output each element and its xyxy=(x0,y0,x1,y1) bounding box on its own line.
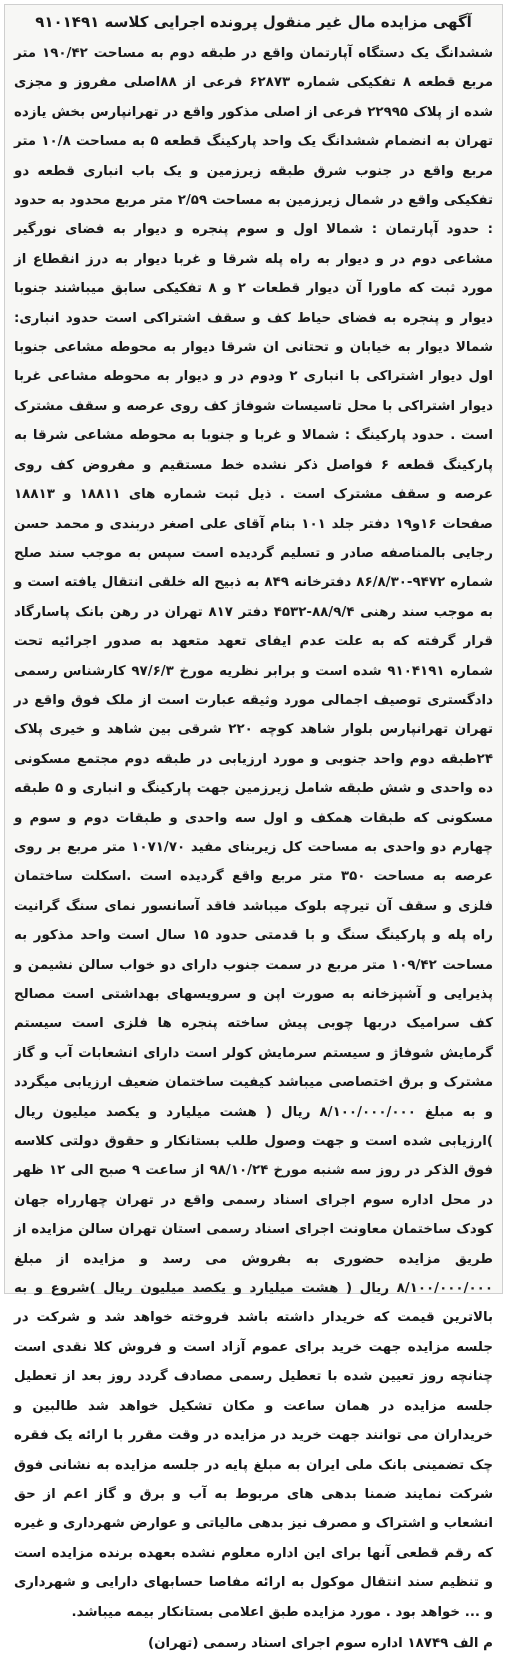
auction-notice xyxy=(4,4,503,1651)
notice-body: ششدانگ یک دستگاه آپارتمان واقع در طبقه دوم به مساحت ۱۹۰/۴۲ متر مربع قطعه ۸ تفکیکی شماره ۶۲۸۷۳ فرعی از ۸۸اصلی مفروز و مجزی شده از پلاک ۲۲۹۹۵ فرعی از اصلی مذکور واقع در تهرانپارس بخش یازده تهران به انضمام ششدانگ یک واحد پارکینگ قطعه ۵ به مساحت ۱۰/۸ متر مربع واقع در جنوب شرق طبقه زیرزمین و یک باب انباری قطعه دو تفکیکی واقع در شمال زیرزمین به مساحت ۲/۵۹ متر مربع محدود به حدود : حدود آپارتمان : شمالا اول و سوم پنجره و دیوار به فضای نورگیر مشاعی دوم در و دیوار به راه پله شرقا و غربا دیوار به درز انقطاع از مورد ثبت که ماورا آن دیوار قطعات ۲ و ۸ تفکیکی سابق میباشند جنوبا دیوار و پنجره به فضای حیاط کف و سقف اشتراکی است حدود انباری: شمالا دیوار به خیابان و تحتانی ان شرقا دیوار به محوطه مشاعی جنوبا اول دیوار اشتراکی با انباری ۲ ودوم در و دیوار به محوطه مشاعی غربا دیوار اشتراکی با محل تاسیسات شوفاژ کف روی عرصه و سقف مشترک است . حدود پارکینگ : شمالا و غربا و جنوبا به محوطه مشاعی شرقا به پارکینگ قطعه ۶ فواصل ذکر نشده خط مستقیم و مفروض کف روی عرصه و سقف مشترک است . ذیل ثبت شماره های ۱۸۸۱۱ و ۱۸۸۱۳ صفحات ۱۶و۱۹ دفتر جلد ۱۰۱ بنام آقای علی اصغر دربندی و محمد حسن رجایی بالمناصفه صادر و تسلیم گردیده است سپس به موجب سند صلح شماره ۹۴۷۲-۸۶/۸/۳۰ دفترخانه ۸۴۹ به ذبیح اله خلقی انتقال یافته است و به موجب سند رهنی ۸۸/۹/۴-۴۵۳۲ دفتر ۸۱۷ تهران در رهن بانک پاسارگاد قرار گرفته که به علت عدم ایفای تعهد متعهد به صدور اجرائیه تحت شماره ۹۱۰۴۱۹۱ شده است و برابر نظریه مورخ ۹۷/۶/۳ کارشناس رسمی دادگستری توصیف اجمالی مورد وثیقه عبارت است از ملک فوق واقع در تهران تهرانپارس بلوار شاهد کوچه ۲۲۰ شرقی بین شاهد و خیری پلاک ۲۴طبقه دوم واحد جنوبی و مورد ارزیابی در طبقه دوم مجتمع مسکونی ده واحدی و شش طبقه شامل زیرزمین جهت پارکینگ و انباری و ۵ طبقه مسکونی که طبقات همکف و اول سه واحدی و طبقات دوم و سوم و چهارم دو واحدی به مساحت کل زیربنای مفید ۱۰۷۱/۷۰ متر مربع بر روی عرصه به مساحت ۳۵۰ متر مربع واقع گردیده است .اسکلت ساختمان فلزی و سقف آن تیرچه بلوک میباشد فاقد آسانسور نمای سنگ گرانیت راه پله و پارکینگ سنگ و با قدمتی حدود ۱۵ سال است واحد مذکور به مساحت ۱۰۹/۴۲ متر مربع در سمت جنوب دارای دو خواب سالن نشیمن و پذیرایی و آشپزخانه به صورت اپن و سرویسهای بهداشتی است مصالح کف سرامیک دربها چوبی پیش ساخته پنجره ها فلزی است سیستم گرمایش شوفاژ و سیستم سرمایش کولر است دارای انشعابات آب و گاز مشترک و برق اختصاصی میباشد کیفیت ساختمان ضعیف ارزیابی میگردد و به مبلغ ۸/۱۰۰/۰۰۰/۰۰۰ ریال ( هشت میلیارد و یکصد میلیون ریال )ارزیابی شده است و جهت وصول طلب بستانکار و حقوق دولتی کلاسه فوق الذکر در روز سه شنبه مورخ ۹۸/۱۰/۲۴ از ساعت ۹ صبح الی ۱۲ ظهر در محل اداره سوم اجرای اسناد رسمی واقع در تهران چهارراه جهان کودک ساختمان معاونت اجرای اسناد رسمی استان تهران سالن مزایده از طریق مزایده حضوری به بفروش می رسد و مزایده از مبلغ ۸/۱۰۰/۰۰۰/۰۰۰ ریال ( هشت میلیارد و یکصد میلیون ریال )شروع و به بالاترین قیمت که خریدار داشته باشد فروخته خواهد شد و شرکت در جلسه مزایده جهت خرید برای عموم آزاد است و فروش کلا نقدی است چنانچه روز تعیین شده با تعطیل رسمی مصادف گردد روز بعد از تعطیل جلسه مزایده در همان ساعت و مکان تشکیل خواهد شد طالبین و خریداران می توانند جهت خرید در مزایده در وقت مقرر با ارائه یک فقره چک تضمینی بانک ملی ایران به مبلغ پایه در جلسه مزایده به نشانی فوق شرکت نمایند ضمنا بدهی های مربوط به آب و برق و گاز اعم از حق انشعاب و اشتراک و مصرف نیز بدهی مالیاتی و عوارض شهرداری و غیره که رقم قطعی آنها برای این اداره معلوم نشده بعهده برنده مزایده است و تنظیم سند انتقال موکول به ارائه مفاصا حسابهای دارایی و شهرداری و ... خواهد بود . مورد مزایده طبق اعلامی بستانکار بیمه میباشد. xyxy=(14,46,494,1620)
notice-title: آگهی مزایده مال غیر منقول پرونده اجرایی کلاسه ۹۱۰۱۴۹۱ xyxy=(35,13,472,31)
notice-footer: م الف ۱۸۷۴۹ اداره سوم اجرای اسناد رسمی (تهران) xyxy=(147,1635,493,1651)
